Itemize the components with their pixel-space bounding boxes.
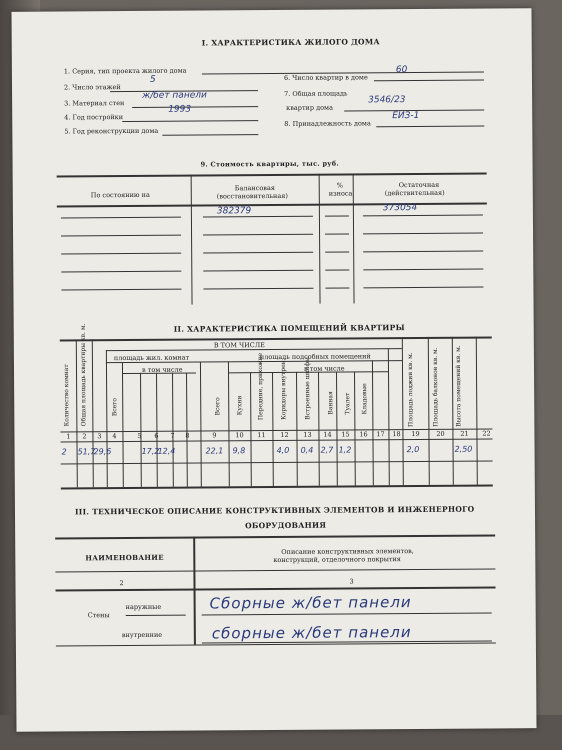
section3-title-1: III. ТЕХНИЧЕСКОЕ ОПИСАНИЕ КОНСТРУКТИВНЫХ ЭЛЕМЕНТОВ И ИНЖЕНЕРНОГО [74,504,475,517]
line [56,642,496,646]
col-residual-sub: (действительная) [384,188,445,198]
col-number: 10 [235,431,244,440]
apartments-value: 60 [395,65,408,76]
col-number: 19 [411,429,420,439]
col-divider [228,361,230,486]
living-area-label: площадь жил. комнат [113,353,190,363]
walls-outer-value: Сборные ж/бет панели [209,593,412,613]
row-line [325,269,349,270]
table-border [61,484,493,489]
table-divider [319,174,321,304]
col-divider [354,371,356,485]
line [376,126,484,128]
field-total-area-2: квартир дома [286,103,333,112]
col-number: 7 [170,431,175,440]
line [122,120,258,122]
row-line [363,215,483,217]
floors-value: 5 [149,74,156,85]
section2-title: II. ХАРАКТЕРИСТИКА ПОМЕЩЕНИЙ КВАРТИРЫ [173,323,405,334]
row-line [325,233,349,234]
total-area-value: 3546/23 [368,95,406,106]
col-balcony: Площадь балконов кв. м. [431,347,440,427]
table-border [56,586,496,591]
field-year-built: 4. Год постройки [64,113,124,122]
col-number: 4 [112,432,117,441]
value-closets: 0,4 [300,445,314,455]
col-number: 8 [185,431,190,440]
residual-value: 373054 [382,202,418,214]
value-living-total: 29,6 [93,447,112,457]
value-total-area: 51,7 [77,447,96,457]
col-number-3: 3 [349,577,354,586]
col-kitchen: Кухни [236,395,244,416]
col-number: 22 [482,429,491,438]
col-number: 6 [154,431,159,440]
col-number: 13 [303,430,312,439]
section1-title: I. ХАРАКТЕРИСТИКА ЖИЛОГО ДОМА [201,37,380,48]
col-number: 14 [323,430,332,439]
col-divider [336,372,338,486]
col-closets: Встроенные шкафы [303,357,312,420]
value-toilet: 1,2 [338,445,352,455]
value-height: 2,50 [454,444,473,454]
in-number-label-2: в том числе [303,364,345,373]
row-line [61,217,181,219]
col-divider [372,360,374,485]
col-number: 18 [392,430,401,439]
line [162,134,258,136]
field-apartments: 6. Число квартир в доме [283,73,368,82]
col-divider [388,348,390,485]
line [55,568,495,572]
row-line [363,287,483,289]
value-room-2: 12,4 [157,446,176,456]
row-line [61,235,181,237]
col-aux-total: Всего [214,397,222,416]
col-divider [476,337,478,485]
col-number-2: 2 [119,579,124,588]
col-divider [106,350,108,487]
line [374,80,484,82]
balance-value: 382379 [216,206,252,217]
col-toilet: Туалет [344,392,352,415]
col-divider [92,339,94,487]
col-storage: Кладовые [361,383,369,415]
col-number: 20 [436,429,445,438]
walls-outer-label: наружные [125,602,162,612]
col-corridors: Коридоры внутрен. [279,358,288,420]
value-loggia: 2,0 [406,444,420,455]
col-residual: Остаточная [398,180,440,190]
col-bath: Ванная [327,391,335,415]
col-as-of: По состоянию на [90,190,150,200]
value-bath: 2,7 [320,445,334,455]
col-height: Высота помещений кв. м. [454,345,463,427]
col-total-area: Общая площадь квартиры кв. м. [79,323,88,427]
col-divider [402,337,404,485]
table-border [55,534,495,539]
field-series: 1. Серия, тип проекта жилого дома [63,66,187,76]
value-corridors: 4,0 [276,445,290,455]
field-year-reconstruction: 5. Год реконструкции дома [64,126,159,136]
row-line [203,234,313,236]
row-line [363,251,483,253]
row-line [61,271,181,273]
table-divider [191,175,193,305]
col-number: 5 [137,431,142,440]
field-ownership: 8. Принадлежность дома [284,119,371,128]
col-number: 16 [359,430,368,439]
walls-label: Стены [87,611,110,620]
col-divider [193,537,196,645]
col-number: 3 [97,432,102,441]
walls-inner-value: сборные ж/бет панели [211,623,412,643]
col-number: 2 [82,432,87,441]
col-divider [200,362,202,487]
row-line [203,270,313,272]
col-hallways: Передние, прихожие [256,352,265,421]
row-line [61,289,181,291]
col-living-total: Всего [111,398,119,417]
in-number-label: в том числе [141,365,183,374]
aux-area-label: площадь подсобных помещений [259,352,371,362]
col-description-sub: конструкций, отделочного покрытия [273,555,401,565]
section3-title-2: ОБОРУДОВАНИЯ [245,520,327,531]
col-number: 17 [376,430,385,439]
value-kitchen: 9,8 [232,446,246,456]
col-description: Описание конструктивных элементов, [281,547,414,556]
table-divider [353,173,355,303]
col-balance: Балансовая [234,183,275,193]
col-wear: износа [328,189,353,198]
field-floors: 2. Число этажей [63,83,121,92]
col-balance-sub: (восстановительная) [216,191,288,201]
walls-inner-label: внутренние [121,630,163,640]
line [122,373,196,375]
col-divider [76,339,78,487]
table-border [57,203,487,208]
in-total-label: В ТОМ ЧИСЛЕ [213,341,265,350]
line [202,612,492,615]
row-line [203,216,313,218]
year-built-value: 1993 [168,104,192,115]
row-line [61,253,181,255]
value-aux-total: 22,1 [205,446,224,456]
col-loggia: Площадь лоджии кв. м. [406,352,415,428]
row-line [203,288,313,290]
ownership-value: ЕИЗ-1 [392,110,420,122]
col-number: 9 [212,431,217,440]
line [132,106,258,108]
field-wall-material: 3. Материал стен [64,99,125,108]
row-line [203,252,313,254]
col-number: 12 [280,430,289,439]
col-number: 11 [257,431,266,440]
row-line [325,215,349,216]
col-name: НАИМЕНОВАНИЕ [85,552,164,563]
line [106,348,402,351]
row-line [325,287,349,288]
col-number: 15 [341,430,350,439]
line [126,615,186,616]
col-number: 1 [66,432,71,441]
col-wear-pct: % [336,181,343,190]
col-divider [296,372,298,486]
value-rooms: 2 [61,447,67,457]
col-divider [452,337,454,485]
field-total-area-1: 7. Общая площадь [284,89,348,98]
row-line [363,269,483,271]
section9-title: 9. Стоимость квартиры, тыс. руб. [200,159,339,169]
value-room-1: 17,2 [141,446,160,456]
wall-material-value: ж/бет панели [142,90,207,101]
row-line [325,251,349,252]
table-border [57,173,487,178]
col-divider [428,337,430,485]
col-rooms: Количество комнат [62,364,71,427]
col-number: 21 [460,429,469,438]
col-divider [122,362,124,487]
document-page [11,8,536,732]
row-line [363,233,483,235]
